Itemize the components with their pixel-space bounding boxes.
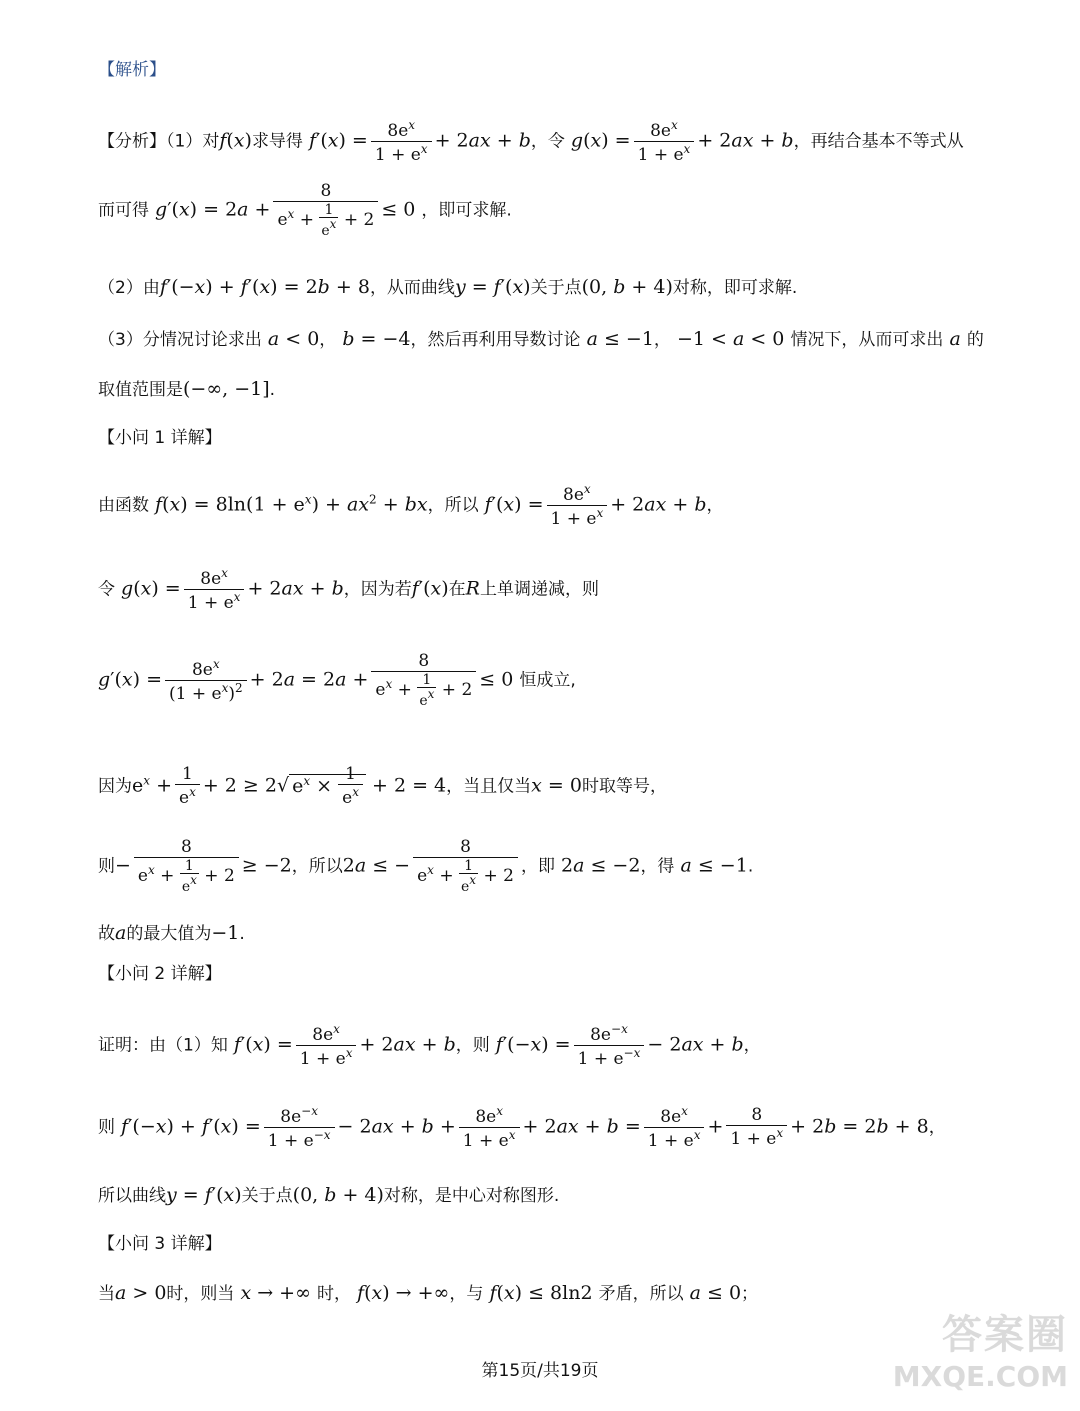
- q1-line-6: 故a的最大值为−1.: [98, 922, 245, 944]
- analysis-line-1: 【分析】（1）对f(x)求导得 f′(x) = $\frac{8e^x}{1 + e^x}$ + 2ax + b，令 g(x) = $\frac{8e^x}{1 + e^x}$ + 2ax + b，再结合基本不等式从: [98, 118, 964, 165]
- page-number: 第15页/共19页: [481, 1361, 599, 1381]
- analysis-line-4: （3）分情况讨论求出 a < 0， b = −4，然后再利用导数讨论 a ≤ −1， −1 < a < 0 情况下，从而可求出 a 的: [98, 328, 984, 350]
- watermark-logo: 答案圈 MXQE.COM: [892, 1312, 1068, 1393]
- q2-line-2: 则 f′(−x) + f′(x) = $\frac{8e^{-x}}{1 + e^{-x}}$ − 2ax + b + $\frac{8e^x}{1 + e^x}$ + 2ax + b = $\frac{8e^x}{1 + e^x}$ + $\frac{8}{1 + e^x}$ + 2b = 2b + 8，: [98, 1104, 946, 1151]
- q2-line-3: 所以曲线y = f′(x)关于点(0, b + 4)对称，是中心对称图形.: [98, 1184, 560, 1206]
- q1-heading: 【小问 1 详解】: [98, 428, 222, 448]
- q1-line-5: 则− 8 $e^x$ + $\frac{1}{e^x}$ + 2 ≥ −2，所以2a ≤ − 8 $e^x$ + $\frac{1}{e^x}$ + 2 ，即 2a ≤ −2，得 a ≤ −1.: [98, 837, 754, 895]
- q1-line-2: 令 g(x) = $\frac{8e^x}{1 + e^x}$ + 2ax + b，因为若f′(x)在R上单调递减，则: [98, 566, 599, 613]
- q1-line-4: 因为$e^x$ + $\frac{1}{e^x}$ + 2 ≥ 2√ $e^x$ × $\frac{1}{e^x}$ + 2 = 4，当且仅当x = 0时取等号，: [98, 764, 667, 808]
- q2-line-1: 证明：由（1）知 f′(x) = $\frac{8e^x}{1 + e^x}$ + 2ax + b，则 f′(−x) = $\frac{8e^{-x}}{1 + e^{-x}}$ − 2ax + b，: [98, 1022, 761, 1069]
- q1-line-1: 由函数 $f(x) = 8\ln(1 + e^x) + ax^2$ + bx，所以 f′(x) = $\frac{8e^x}{1 + e^x}$ + 2ax + b，: [98, 482, 724, 529]
- q2-heading: 【小问 2 详解】: [98, 964, 222, 984]
- analysis-heading: 【解析】: [98, 60, 166, 80]
- analysis-line-3: （2）由f′(−x) + f′(x) = 2b + 8，从而曲线y = f′(x)关于点(0, b + 4)对称，即可求解.: [98, 276, 798, 298]
- q3-line-1: 当a > 0时，则当 x → +∞ 时， f(x) → +∞，与 f(x) ≤ 8ln2 矛盾，所以 a ≤ 0；: [98, 1282, 759, 1304]
- analysis-line-2: 而可得 g′(x) = 2a + 8 $e^x$ + $\frac{1}{e^x}$ + 2 ≤ 0 ，即可求解.: [98, 181, 512, 239]
- analysis-line-5: 取值范围是(−∞, −1].: [98, 378, 276, 400]
- q1-line-3: g′(x) = $\frac{8e^x}{(1 + e^x)^2}$ + 2a = 2a + 8 $e^x$ + $\frac{1}{e^x}$ + 2 ≤ 0 恒成立,: [98, 651, 576, 709]
- q3-heading: 【小问 3 详解】: [98, 1234, 222, 1254]
